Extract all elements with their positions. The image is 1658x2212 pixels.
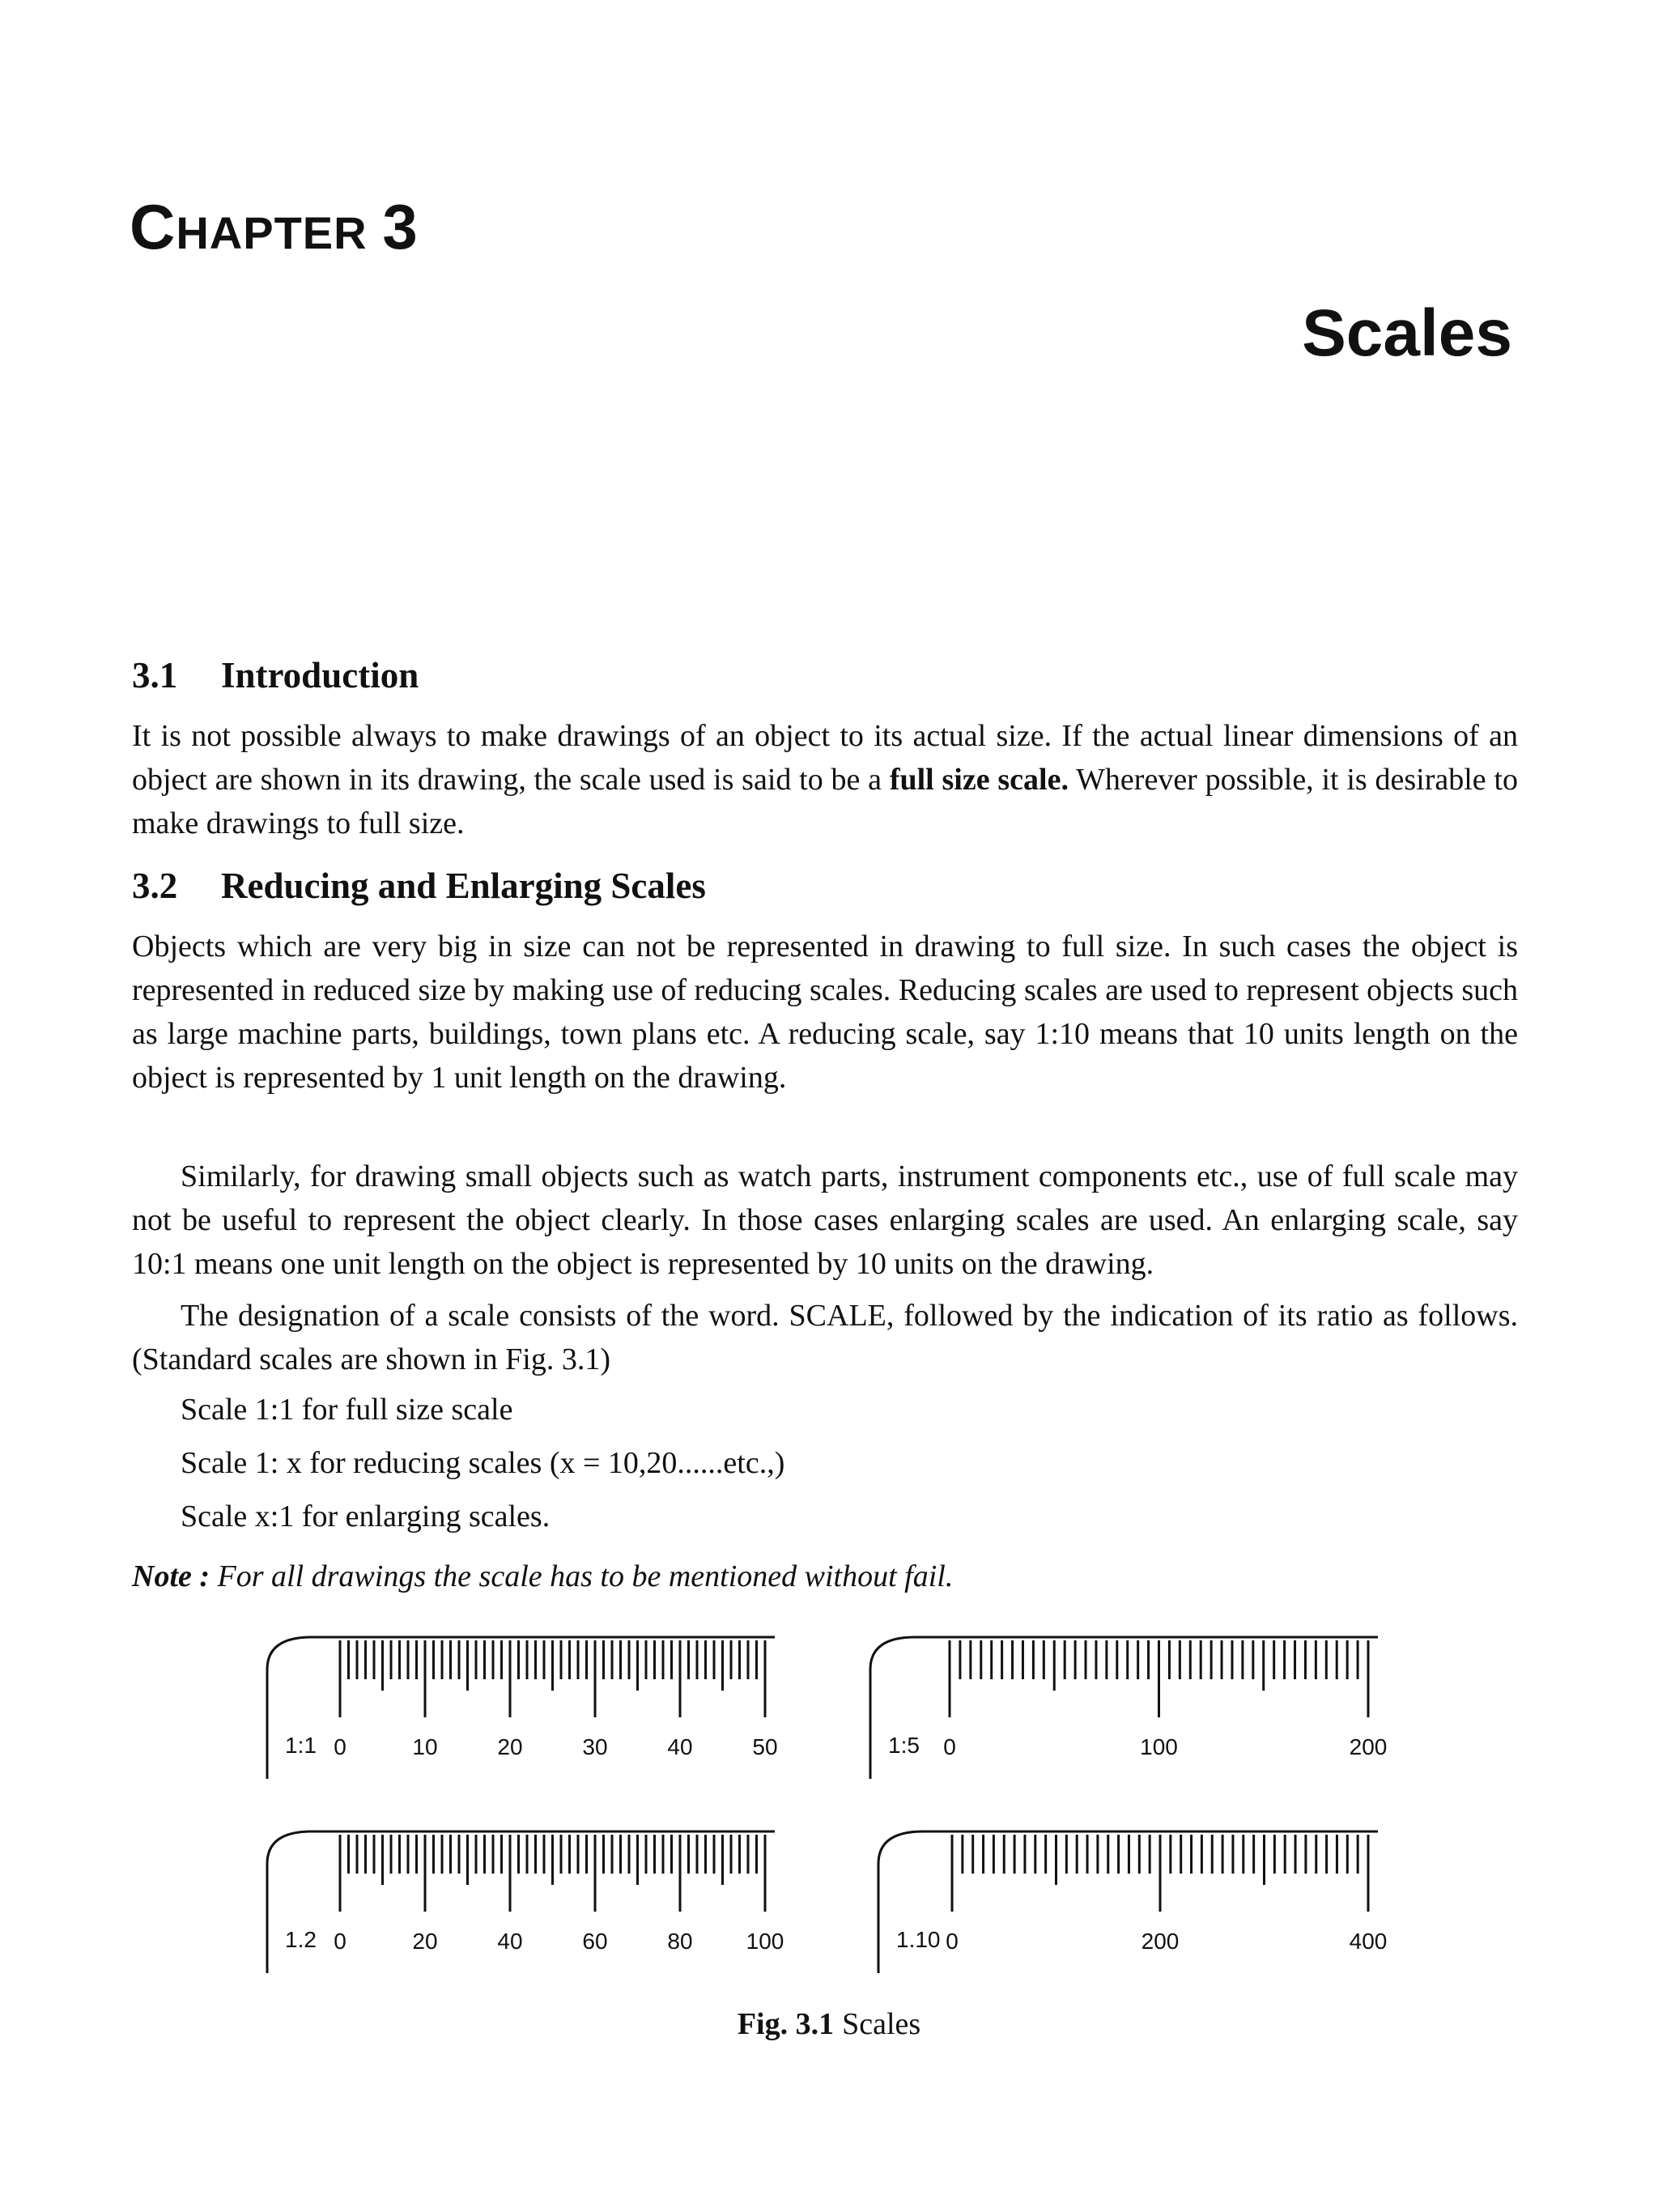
figure-caption xyxy=(0,2006,1658,2042)
note-text: For all drawings the scale has to be mentioned without fail. xyxy=(217,1559,954,1593)
ruler-number-label: 60 xyxy=(582,1929,608,1954)
ruler-number-label: 400 xyxy=(1349,1929,1388,1954)
scale-line-full: Scale 1:1 for full size scale xyxy=(181,1393,513,1427)
designation-paragraph: The designation of a scale consists of the word. SCALE, followed by the indication of its ratio as follows. (Standard scales are shown in Fig. 3.1) xyxy=(132,1299,1518,1376)
ruler-number-label: 10 xyxy=(412,1734,438,1759)
ruler-number-label: 0 xyxy=(943,1734,956,1759)
intro-text-start: It is not possible always to make drawings of an object to its actual size. If the actual linear dimensions of an object are shown in its drawing, the scale used is said to be a xyxy=(132,719,1518,797)
ruler-number-label: 30 xyxy=(582,1734,608,1759)
ruler-number-label: 80 xyxy=(667,1929,693,1954)
chapter-number: 3 xyxy=(382,191,419,262)
chapter-label-word: HAPTER xyxy=(176,207,368,258)
chapter-title: Scales xyxy=(1302,296,1512,370)
ruler-3 xyxy=(267,1831,784,1973)
ruler-number-label: 100 xyxy=(1140,1734,1178,1759)
ruler-1 xyxy=(267,1637,778,1779)
ruler-2 xyxy=(870,1637,1387,1779)
ruler-number-label: 40 xyxy=(497,1929,523,1954)
ruler-number-label: 200 xyxy=(1349,1734,1388,1759)
figure-number: Fig. 3.1 xyxy=(737,2007,835,2041)
intro-text-end: Wherever possible, it is desirable to make drawings to full size. xyxy=(132,763,1519,840)
reducing-scales-paragraph: Objects which are very big in size can not be represented in drawing to full size. In such cases the object is represented in reduced size by making use of reducing scales. Reducing scales are used to represent objects such as large machine parts, buildings, town plans etc. A reducing scale, say 1:10 means that 10 units length on the object is represented by 1 unit length on the drawing. xyxy=(132,929,1518,1095)
scale-line-reducing: Scale 1: x for reducing scales (x = 10,20......etc.,) xyxy=(181,1446,785,1480)
ruler-number-label: 40 xyxy=(667,1734,693,1759)
section-title: Introduction xyxy=(221,655,419,696)
ruler-number-label: 200 xyxy=(1141,1929,1180,1954)
ruler-ratio-label: 1.10 xyxy=(896,1927,941,1952)
ruler-number-label: 50 xyxy=(752,1734,778,1759)
ruler-ratio-label: 1:1 xyxy=(285,1733,317,1758)
ruler-number-label: 0 xyxy=(334,1929,346,1954)
ruler-ratio-label: 1.2 xyxy=(285,1927,317,1952)
ruler-number-label: 20 xyxy=(412,1929,438,1954)
ruler-number-label: 0 xyxy=(334,1734,346,1759)
chapter-label-initial: C xyxy=(130,191,176,262)
ruler-number-label: 0 xyxy=(946,1929,959,1954)
enlarging-scales-paragraph: Similarly, for drawing small objects such as watch parts, instrument components etc., use of full scale may not be useful to represent the object clearly. In those cases enlarging scales are used. An enlarging scale, say 10:1 means one unit length on the object is represented by 10 units on the drawing. xyxy=(132,1159,1518,1281)
ruler-number-label: 100 xyxy=(746,1929,784,1954)
ruler-number-label: 20 xyxy=(497,1734,523,1759)
note-label: Note : xyxy=(132,1559,210,1593)
full-size-scale-term: full size scale. xyxy=(889,763,1069,797)
scale-line-enlarging: Scale x:1 for enlarging scales. xyxy=(181,1499,551,1534)
figure-caption-text: Scales xyxy=(842,2007,921,2041)
ruler-4 xyxy=(878,1831,1387,1973)
section-number: 3.1 xyxy=(132,655,178,696)
ruler-ratio-label: 1:5 xyxy=(888,1733,920,1758)
section-title: Reducing and Enlarging Scales xyxy=(221,866,706,906)
section-number: 3.2 xyxy=(132,866,178,906)
